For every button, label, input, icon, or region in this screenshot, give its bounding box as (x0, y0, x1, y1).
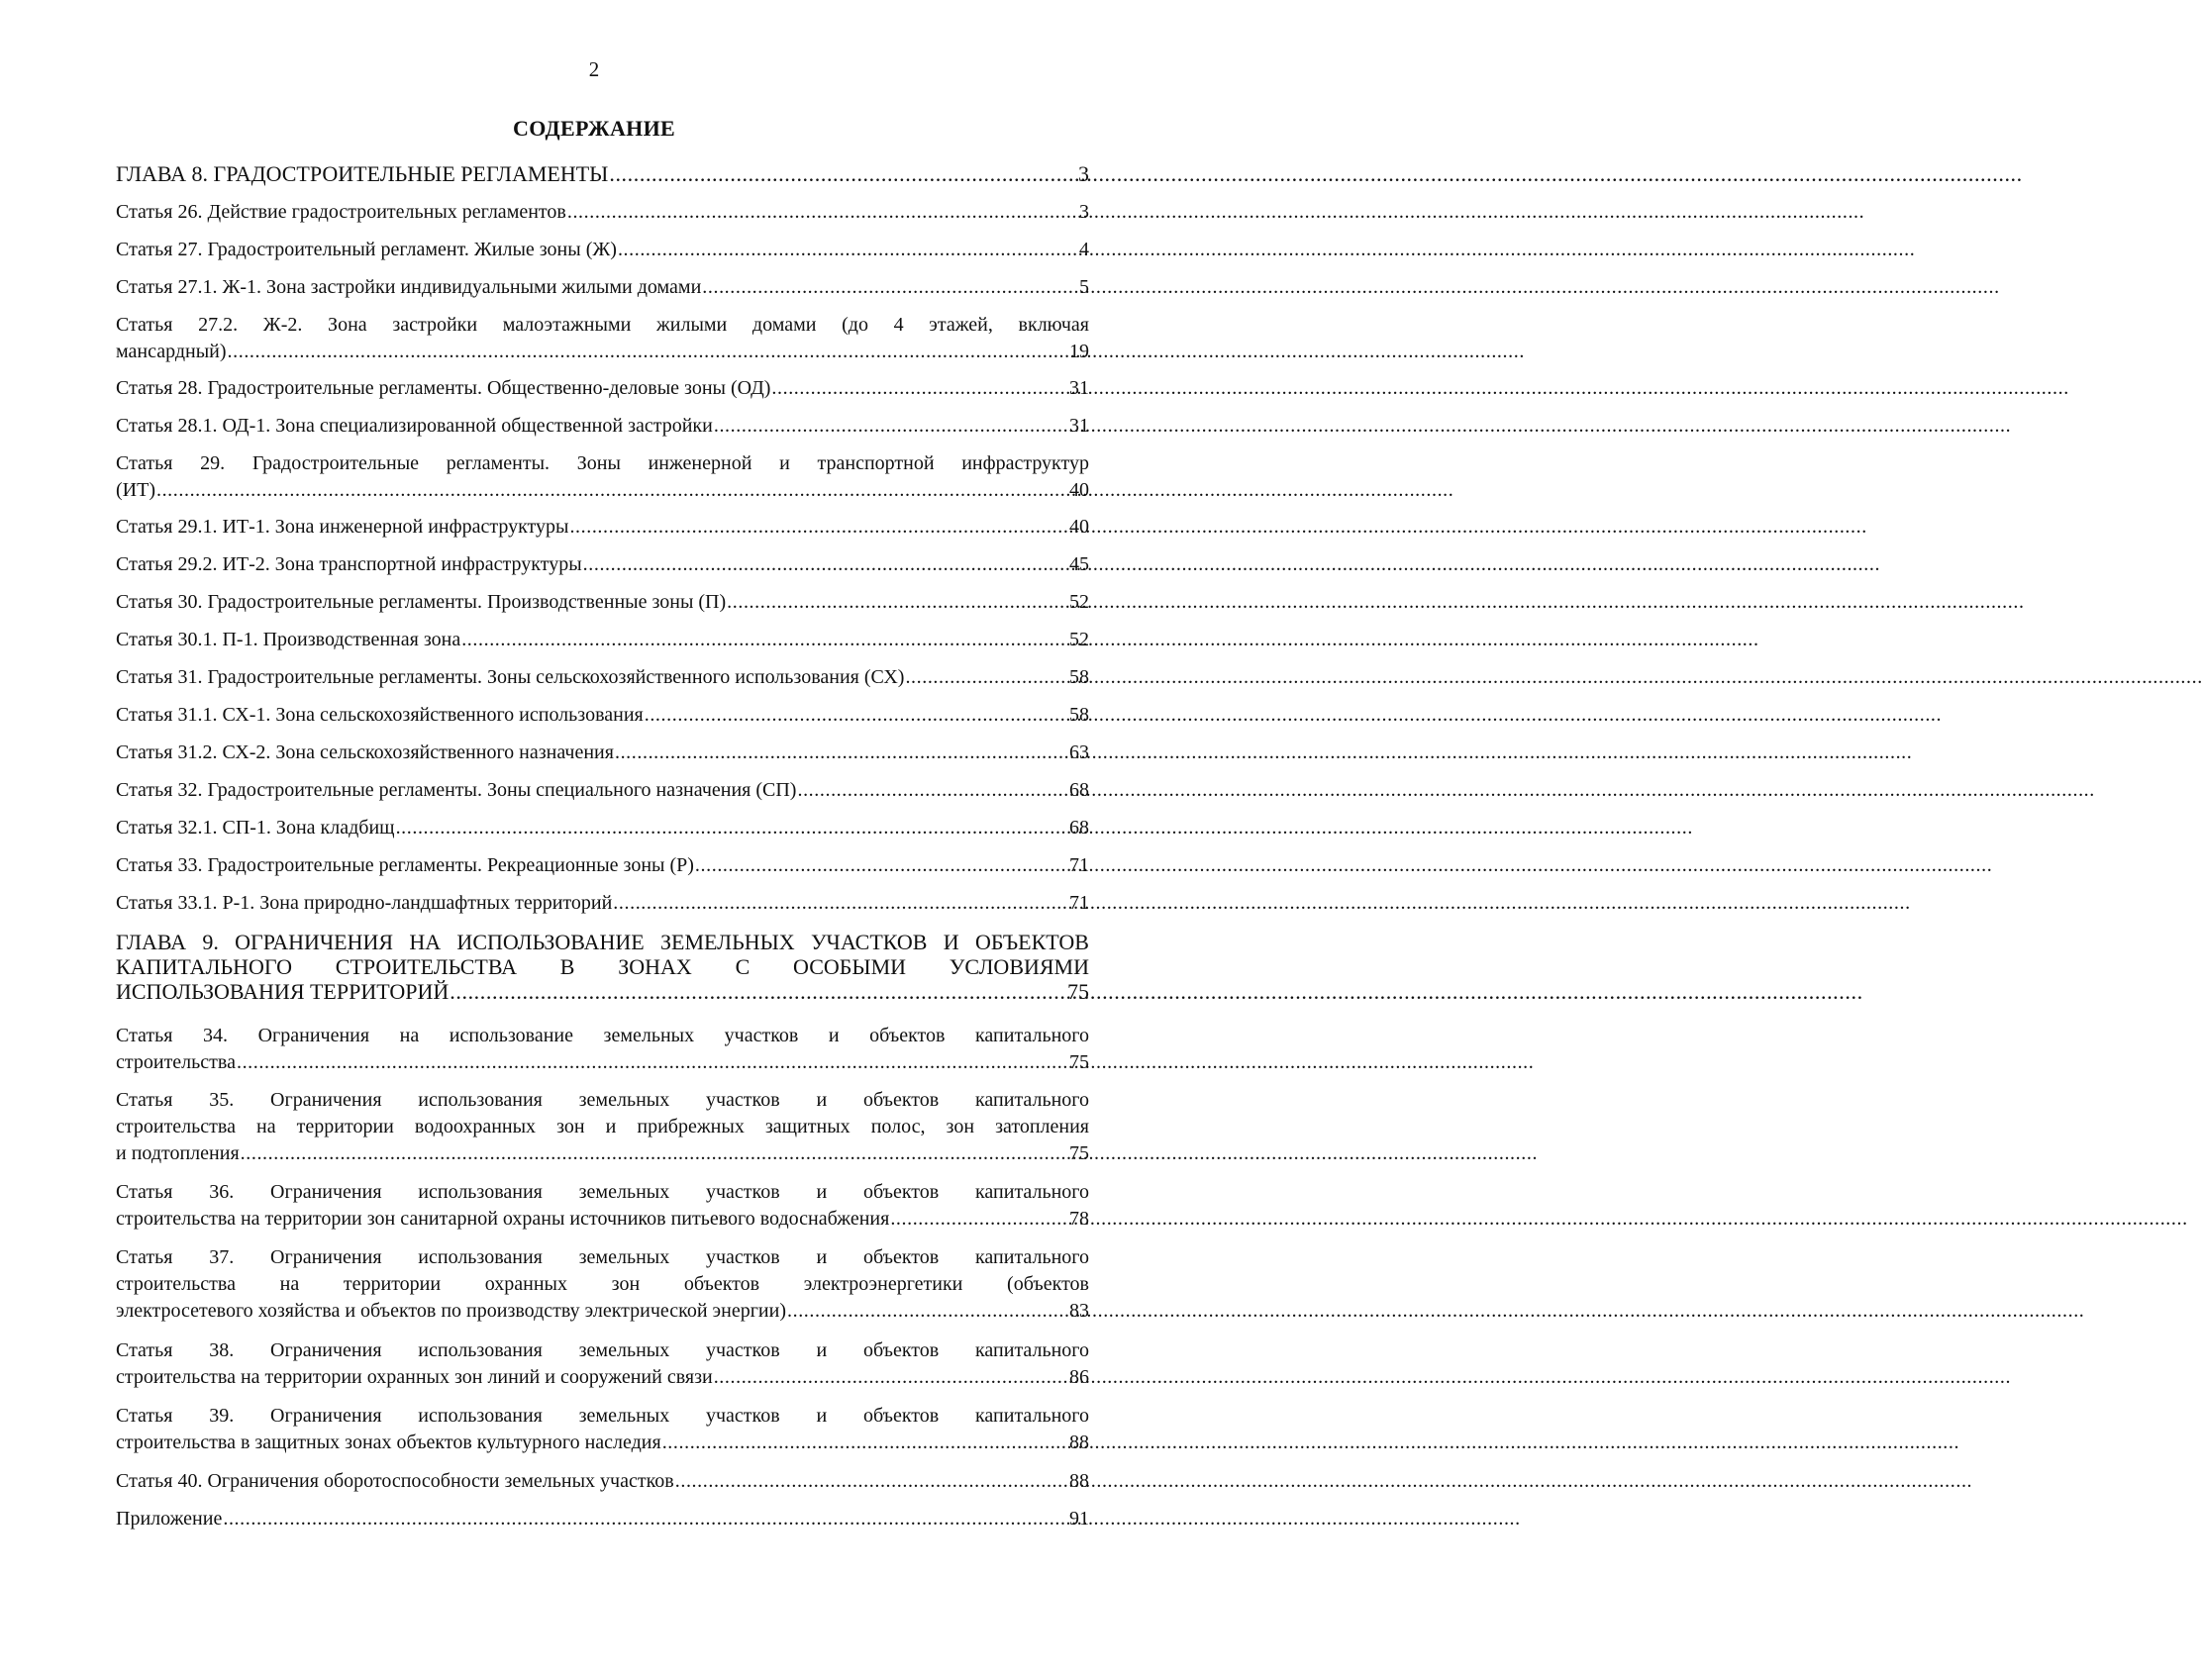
toc-page-number: 31 (1069, 415, 1089, 437)
toc-entry-title: Статья 32. Градостроительные регламенты. Зоны специального назначения (СП) (116, 779, 797, 801)
dot-leader (771, 375, 1068, 402)
toc-article-entry[interactable] (116, 815, 1089, 841)
toc-entry-title: Статья 31.1. СХ-1. Зона сельскохозяйственного использования (116, 704, 644, 726)
toc-page-number: 40 (1069, 516, 1089, 538)
toc-entry-title: строительства на территории охранных зон линий и сооружений связи (116, 1366, 713, 1388)
toc-entry-text: строительства на территории охранных зон объектов электроэнергетики (объектов (116, 1273, 1089, 1295)
toc-entry-title: (ИТ) (116, 479, 155, 501)
toc-entry-title: мансардный) (116, 341, 227, 362)
toc-article-entry[interactable] (116, 589, 1089, 616)
dot-leader (890, 1206, 1068, 1233)
toc-entry-text: Статья 29. Градостроительные регламенты. Зоны инженерной и транспортной инфраструктур (116, 452, 1089, 474)
toc-entry-title: Статья 27. Градостроительный регламент. Жилые зоны (Ж) (116, 239, 617, 260)
toc-page-number: 75 (1069, 1142, 1089, 1164)
toc-entry-title: Статья 29.2. ИТ-2. Зона транспортной инфраструктуры (116, 553, 582, 575)
toc-article-entry[interactable] (116, 1244, 1089, 1325)
toc-article-entry[interactable] (116, 514, 1089, 541)
toc-article-entry[interactable] (116, 1023, 1089, 1076)
dot-leader (223, 1506, 1068, 1532)
dot-leader (645, 702, 1068, 729)
dot-leader (567, 199, 1078, 226)
toc-entry-title: строительства на территории зон санитарной охраны источников питьевого водоснабжения (116, 1208, 890, 1230)
toc-entry-text: Статья 35. Ограничения использования земельных участков и объектов капитального (116, 1089, 1089, 1111)
page-number: 2 (588, 57, 600, 81)
toc-article-entry[interactable] (116, 627, 1089, 653)
toc-article-entry[interactable] (116, 312, 1089, 365)
toc-title: СОДЕРЖАНИЕ (513, 116, 675, 141)
toc-page-number: 45 (1069, 553, 1089, 575)
toc-article-entry[interactable] (116, 375, 1089, 402)
dot-leader (618, 237, 1078, 263)
dot-leader (461, 627, 1068, 653)
toc-article-entry[interactable] (116, 413, 1089, 440)
toc-article-entry[interactable] (116, 1179, 1089, 1233)
toc-article-entry[interactable] (116, 1403, 1089, 1456)
dot-leader (615, 740, 1068, 766)
toc-page-number: 40 (1069, 479, 1089, 501)
toc-entry-title: Статья 31. Градостроительные регламенты. Зоны сельскохозяйственного использования (СХ) (116, 666, 905, 688)
dot-leader (714, 413, 1068, 440)
dot-leader (583, 551, 1068, 578)
toc-page-number: 58 (1069, 704, 1089, 726)
toc-article-entry[interactable] (116, 237, 1089, 263)
dot-leader (787, 1298, 1068, 1325)
toc-page-number: 83 (1069, 1300, 1089, 1322)
dot-leader (702, 274, 1078, 301)
toc-article-entry[interactable] (116, 890, 1089, 917)
toc-entry-title: Статья 28.1. ОД-1. Зона специализированной общественной застройки (116, 415, 713, 437)
toc-entry-text: ГЛАВА 9. ОГРАНИЧЕНИЯ НА ИСПОЛЬЗОВАНИЕ ЗЕМЕЛЬНЫХ УЧАСТКОВ И ОБЪЕКТОВ (116, 930, 1089, 954)
toc-entry-title: строительства (116, 1051, 236, 1073)
toc-entry-text: Статья 27.2. Ж-2. Зона застройки малоэтажными жилыми домами (до 4 этажей, включая (116, 314, 1089, 336)
toc-page-number: 68 (1069, 779, 1089, 801)
toc-entry-title: ГЛАВА 8. ГРАДОСТРОИТЕЛЬНЫЕ РЕГЛАМЕНТЫ (116, 161, 609, 186)
toc-page-number: 68 (1069, 817, 1089, 839)
toc-entry-text: Статья 37. Ограничения использования земельных участков и объектов капитального (116, 1246, 1089, 1268)
toc-entry-title: Статья 31.2. СХ-2. Зона сельскохозяйственного назначения (116, 741, 614, 763)
toc-article-entry[interactable] (116, 199, 1089, 226)
toc-entry-title: Статья 40. Ограничения оборотоспособности земельных участков (116, 1470, 674, 1492)
toc-page-number: 86 (1069, 1366, 1089, 1388)
toc-page-number: 19 (1069, 341, 1089, 362)
toc-page-number: 75 (1069, 1051, 1089, 1073)
dot-leader (905, 664, 1068, 691)
toc-article-entry[interactable] (116, 1506, 1089, 1532)
dot-leader (450, 979, 1066, 1004)
toc-page-number: 63 (1069, 741, 1089, 763)
toc-article-entry[interactable] (116, 1087, 1089, 1167)
toc-page-number: 31 (1069, 377, 1089, 399)
toc-page-number: 88 (1069, 1432, 1089, 1453)
toc-entry-text: Статья 39. Ограничения использования земельных участков и объектов капитального (116, 1405, 1089, 1427)
toc-page-number: 3 (1078, 161, 1089, 186)
toc-chapter-entry[interactable] (116, 930, 1089, 1004)
toc-page-number: 91 (1069, 1508, 1089, 1530)
toc-chapter-entry[interactable] (116, 161, 1089, 186)
toc-article-entry[interactable] (116, 274, 1089, 301)
toc-entry-title: Статья 33.1. Р-1. Зона природно-ландшафтных территорий (116, 892, 613, 914)
dot-leader (662, 1430, 1068, 1456)
dot-leader (228, 339, 1068, 365)
toc-article-entry[interactable] (116, 551, 1089, 578)
toc-entry-title: Статья 26. Действие градостроительных регламентов (116, 201, 566, 223)
toc-article-entry[interactable] (116, 450, 1089, 504)
dot-leader (569, 514, 1068, 541)
toc-entry-text: Статья 36. Ограничения использования земельных участков и объектов капитального (116, 1181, 1089, 1203)
dot-leader (237, 1049, 1068, 1076)
dot-leader (241, 1140, 1068, 1167)
dot-leader (675, 1468, 1068, 1495)
toc-article-entry[interactable] (116, 664, 1089, 691)
toc-page-number: 75 (1067, 979, 1089, 1004)
dot-leader (727, 589, 1068, 616)
toc-page-number: 58 (1069, 666, 1089, 688)
toc-entry-text: КАПИТАЛЬНОГО СТРОИТЕЛЬСТВА В ЗОНАХ С ОСОБЫМИ УСЛОВИЯМИ (116, 954, 1089, 979)
dot-leader (396, 815, 1068, 841)
toc-entry-title: Статья 33. Градостроительные регламенты. Рекреационные зоны (Р) (116, 854, 694, 876)
toc-page-number: 4 (1079, 239, 1089, 260)
toc-page-number: 71 (1069, 892, 1089, 914)
dot-leader (613, 890, 1068, 917)
toc-entry-title: строительства в защитных зонах объектов культурного наследия (116, 1432, 661, 1453)
dot-leader (156, 477, 1068, 504)
toc-entry-text: Статья 38. Ограничения использования земельных участков и объектов капитального (116, 1339, 1089, 1361)
toc-entry-title: Статья 29.1. ИТ-1. Зона инженерной инфраструктуры (116, 516, 569, 538)
toc-article-entry[interactable] (116, 777, 1089, 804)
toc-page-number: 88 (1069, 1470, 1089, 1492)
toc-page-number: 52 (1069, 591, 1089, 613)
toc-entry-title: и подтопления (116, 1142, 240, 1164)
toc-entry-title: Статья 28. Градостроительные регламенты. Общественно-деловые зоны (ОД) (116, 377, 771, 399)
toc-page-number: 71 (1069, 854, 1089, 876)
dot-leader (797, 777, 1068, 804)
toc-entry-title: Статья 30. Градостроительные регламенты. Производственные зоны (П) (116, 591, 727, 613)
toc-entry-title: ИСПОЛЬЗОВАНИЯ ТЕРРИТОРИЙ (116, 979, 450, 1004)
toc-entry-text: Статья 34. Ограничения на использование земельных участков и объектов капитального (116, 1025, 1089, 1046)
toc-page-number: 3 (1079, 201, 1089, 223)
toc-entry-text: строительства на территории водоохранных зон и прибрежных защитных полос, зон затопления (116, 1116, 1089, 1137)
toc-article-entry[interactable] (116, 702, 1089, 729)
dot-leader (695, 852, 1068, 879)
toc-page-number: 5 (1079, 276, 1089, 298)
toc-entry-title: Статья 32.1. СП-1. Зона кладбищ (116, 817, 395, 839)
toc-entry-title: Приложение (116, 1508, 223, 1530)
toc-entry-title: электросетевого хозяйства и объектов по производству электрической энергии) (116, 1300, 786, 1322)
toc-entry-title: Статья 30.1. П-1. Производственная зона (116, 629, 461, 650)
toc-page-number: 78 (1069, 1208, 1089, 1230)
toc-entry-title: Статья 27.1. Ж-1. Зона застройки индивидуальными жилыми домами (116, 276, 702, 298)
dot-leader (714, 1364, 1068, 1391)
toc-article-entry[interactable] (116, 852, 1089, 879)
dot-leader (609, 161, 1077, 186)
toc-article-entry[interactable] (116, 1468, 1089, 1495)
toc-article-entry[interactable] (116, 1337, 1089, 1391)
toc-page-number: 52 (1069, 629, 1089, 650)
toc-article-entry[interactable] (116, 740, 1089, 766)
